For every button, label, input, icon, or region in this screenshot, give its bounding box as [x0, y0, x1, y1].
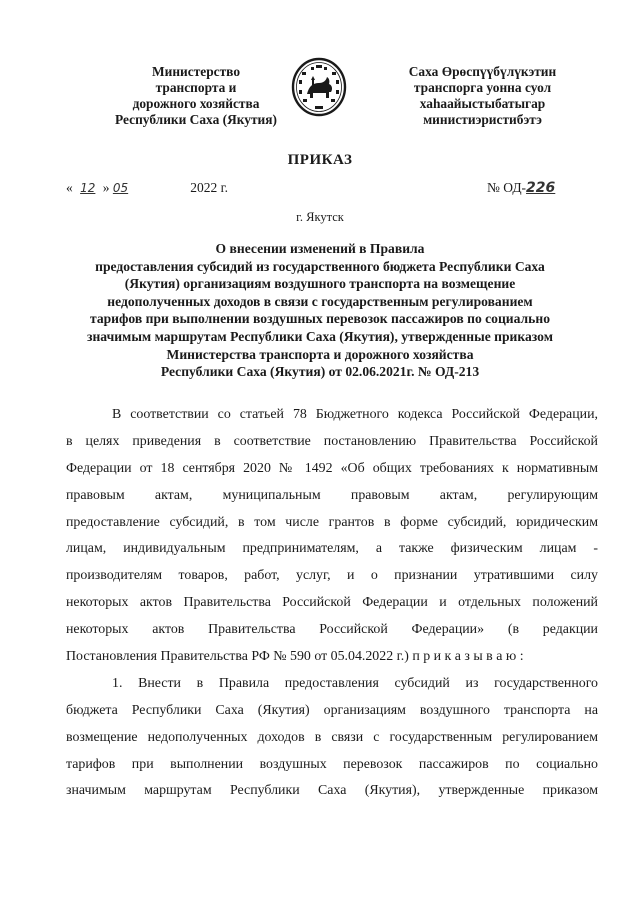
issuer-line: хаһаайыстыбатыгар	[419, 96, 546, 111]
issuer-line: Саха Өрөспүүбүлүкэтин	[408, 64, 557, 79]
date-month: 05	[112, 181, 129, 195]
date-year: 2022 г.	[190, 180, 229, 195]
body-line: правовым актам, муниципальным правовым актам, регулирующим	[66, 487, 598, 503]
body-line: значимым маршрутам Республики Саха (Якутия), утвержденные приказом	[66, 783, 598, 799]
title-line: недополученных доходов в связи с государственным регулированием	[107, 293, 533, 309]
date-close-quote: »	[102, 180, 110, 195]
title-line: О внесении изменений в Правила	[215, 241, 425, 256]
issuer-line: министиэристибэтэ	[423, 112, 542, 127]
issuer-name-yakut	[375, 64, 590, 128]
order-number	[487, 180, 555, 196]
order-city: г. Якутск	[296, 210, 344, 224]
issuer-line: транспорга уонна суол	[413, 80, 552, 95]
title-line: предоставления субсидий из государственного бюджета Республики Саха	[95, 258, 545, 274]
issuer-line: транспорта и	[155, 80, 237, 95]
body-line: В соответствии со статьей 78 Бюджетного кодекса Российской Федерации,	[112, 407, 598, 422]
document-type: ПРИКАЗ	[287, 152, 353, 168]
coat-of-arms-yakutia-icon	[289, 56, 349, 118]
order-body	[66, 402, 598, 805]
order-title	[60, 240, 580, 381]
issuer-line: Республики Саха (Якутия)	[115, 112, 277, 127]
title-line: значимым маршрутам Республики Саха (Якутия), утвержденные приказом	[87, 328, 553, 344]
body-line: возмещение недополученных доходов в связи с государственным регулированием	[66, 729, 598, 745]
body-line: некоторых актов Правительства Российской Федерации и отдельных положений	[66, 595, 598, 611]
issuer-line: Министерство	[151, 64, 241, 79]
date-day: 12	[80, 181, 96, 195]
body-line: Федерации от 18 сентября 2020 № 1492 «Об общих требованиях к нормативным	[66, 460, 598, 476]
body-line: Постановления Правительства РФ № 590 от 05.04.2022 г.) п р и к а з ы в а ю :	[66, 649, 524, 665]
body-line: 1. Внести в Правила предоставления субсидий из государственного	[112, 675, 598, 691]
body-line: бюджета Республики Саха (Якутия) организациям воздушного транспорта на	[66, 702, 598, 718]
issuer-name-russian	[96, 64, 296, 128]
body-line: лицам, индивидуальным предпринимателям, а также физическим лицам -	[66, 541, 598, 557]
body-line: некоторых актов Правительства Российской Федерации» (в редакции	[66, 622, 598, 638]
order-number-value: 226	[526, 180, 556, 196]
date-open-quote: «	[66, 180, 73, 195]
order-number-prefix: № ОД-	[487, 180, 527, 195]
title-line: Министерства транспорта и дорожного хозяйства	[166, 346, 474, 362]
body-line: тарифов при выполнении воздушных перевозок пассажиров по социально	[66, 756, 598, 772]
body-line: в целях приведения в соответствие постановлению Правительства Российской	[66, 433, 598, 449]
body-line: предоставление субсидий, в том числе грантов в форме субсидий, юридическим	[66, 514, 598, 530]
title-line: тарифов при выполнении воздушных перевозок пассажиров по социально	[89, 311, 550, 327]
issuer-line: дорожного хозяйства	[132, 96, 260, 111]
title-line: Республики Саха (Якутия) от 02.06.2021г. № ОД-213	[160, 364, 480, 380]
order-date	[66, 180, 228, 196]
body-line: производителям товаров, работ, услуг, и о признании утратившими силу	[66, 568, 598, 584]
title-line: (Якутия) организациям воздушного транспорта на возмещение	[124, 276, 516, 292]
